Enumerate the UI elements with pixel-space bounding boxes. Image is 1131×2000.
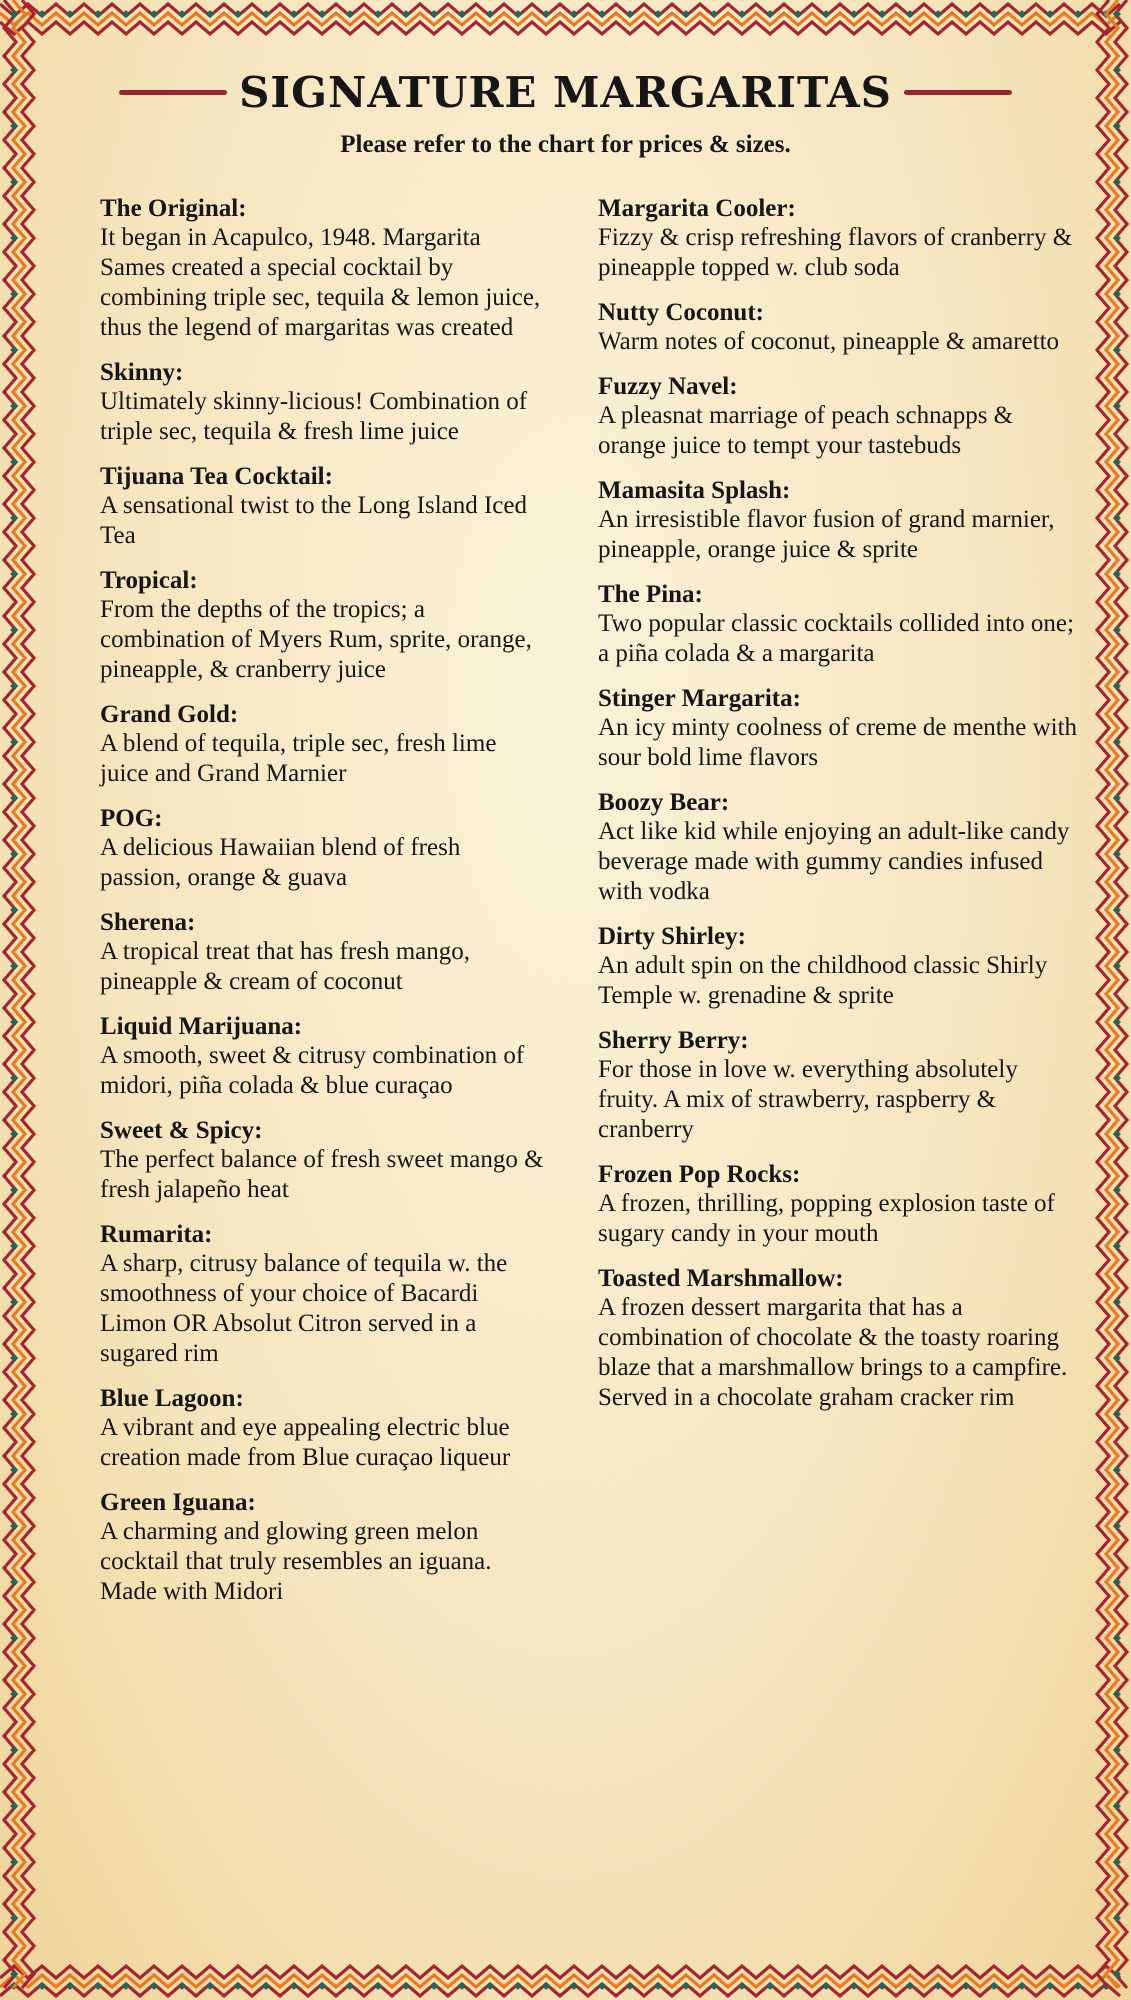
menu-item-name: Sherena:	[100, 909, 196, 936]
menu-item-description: A frozen dessert margarita that has a combination of chocolate & the toasty roaring blaze that a marshmallow brings to a campfire. Served in a chocolate graham cracker rim	[598, 1294, 1068, 1411]
menu-item-description: Act like kid while enjoying an adult-like candy beverage made with gummy candies infused with vodka	[598, 818, 1070, 905]
menu-item-name: Green Iguana:	[100, 1489, 256, 1516]
menu-item	[598, 684, 1078, 773]
menu-item	[100, 194, 545, 343]
menu-item	[598, 580, 1078, 669]
menu-item-description: A delicious Hawaiian blend of fresh passion, orange & guava	[100, 834, 461, 891]
menu-item-description: A sharp, citrusy balance of tequila w. the smoothness of your choice of Bacardi Limon OR Absolut Citron served in a sugared rim	[100, 1250, 508, 1367]
menu-item-description: An adult spin on the childhood classic Shirly Temple w. grenadine & sprite	[598, 952, 1048, 1009]
menu-item-description: A pleasnat marriage of peach schnapps & orange juice to tempt your tastebuds	[598, 402, 1014, 459]
menu-item-name: Nutty Coconut:	[598, 299, 764, 326]
menu-item-name: Frozen Pop Rocks:	[598, 1161, 801, 1188]
menu-item-description: Ultimately skinny-licious! Combination of triple sec, tequila & fresh lime juice	[100, 388, 528, 445]
menu-item	[100, 700, 545, 789]
menu-item-description: The perfect balance of fresh sweet mango & fresh jalapeño heat	[100, 1146, 544, 1203]
menu-item	[598, 194, 1078, 283]
menu-item-name: Liquid Marijuana:	[100, 1013, 303, 1040]
menu-item-name: Grand Gold:	[100, 701, 239, 728]
menu-item-description: For those in love w. everything absolutely fruity. A mix of strawberry, raspberry & cranberry	[598, 1056, 1018, 1143]
menu-item-name: Skinny:	[100, 359, 184, 386]
menu-item-description: A smooth, sweet & citrusy combination of midori, piña colada & blue curaçao	[100, 1042, 525, 1099]
menu-item-name: Rumarita:	[100, 1221, 213, 1248]
page-subtitle: Please refer to the chart for prices & sizes.	[340, 131, 791, 158]
menu-item-name: Fuzzy Navel:	[598, 373, 738, 400]
menu-item-description: From the depths of the tropics; a combination of Myers Rum, sprite, orange, pineapple, & cranberry juice	[100, 596, 532, 683]
menu-item-description: An irresistible flavor fusion of grand marnier, pineapple, orange juice & sprite	[598, 506, 1055, 563]
page-title: SIGNATURE MARGARITAS	[239, 67, 892, 117]
menu-item	[598, 788, 1078, 907]
menu-item	[598, 1264, 1078, 1413]
menu-item-description: Warm notes of coconut, pineapple & amaretto	[598, 328, 1060, 355]
menu-item	[100, 804, 545, 893]
right-column	[598, 194, 1078, 1428]
menu-item-name: Blue Lagoon:	[100, 1385, 244, 1412]
menu-item	[598, 476, 1078, 565]
left-column	[100, 194, 545, 1622]
menu-item-name: POG:	[100, 805, 163, 832]
menu-item-name: Margarita Cooler:	[598, 195, 796, 222]
menu-item	[598, 372, 1078, 461]
menu-item-description: Two popular classic cocktails collided into one; a piña colada & a margarita	[598, 610, 1074, 667]
menu-item	[100, 566, 545, 685]
menu-item	[100, 908, 545, 997]
menu-item	[598, 298, 1078, 357]
menu-item-name: Tropical:	[100, 567, 198, 594]
menu-item-description: A frozen, thrilling, popping explosion taste of sugary candy in your mouth	[598, 1190, 1055, 1247]
menu-item-name: Boozy Bear:	[598, 789, 730, 816]
menu-item	[100, 1012, 545, 1101]
menu-item-name: Mamasita Splash:	[598, 477, 791, 504]
title-rule-right	[904, 90, 1012, 95]
menu-item-description: Fizzy & crisp refreshing flavors of cranberry & pineapple topped w. club soda	[598, 224, 1073, 281]
menu-item-name: The Original:	[100, 195, 247, 222]
menu-item	[100, 358, 545, 447]
menu-item	[100, 1116, 545, 1205]
menu-item-name: Tijuana Tea Cocktail:	[100, 463, 333, 490]
menu-item-name: The Pina:	[598, 581, 703, 608]
menu-item-description: A charming and glowing green melon cocktail that truly resembles an iguana. Made with Midori	[100, 1518, 492, 1605]
menu-item-name: Sweet & Spicy:	[100, 1117, 263, 1144]
menu-item	[100, 1220, 545, 1369]
menu-item	[598, 1026, 1078, 1145]
menu-item-description: A blend of tequila, triple sec, fresh lime juice and Grand Marnier	[100, 730, 497, 787]
menu-item	[598, 922, 1078, 1011]
menu-item-name: Stinger Margarita:	[598, 685, 801, 712]
menu-item-description: A vibrant and eye appealing electric blue creation made from Blue curaçao liqueur	[100, 1414, 511, 1471]
menu-item	[100, 1384, 545, 1473]
menu-item-description: A tropical treat that has fresh mango, pineapple & cream of coconut	[100, 938, 471, 995]
menu-item-description: It began in Acapulco, 1948. Margarita Sames created a special cocktail by combining triple sec, tequila & lemon juice, thus the legend of margaritas was created	[100, 224, 541, 341]
menu-item-description: A sensational twist to the Long Island Iced Tea	[100, 492, 528, 549]
menu-item-name: Toasted Marshmallow:	[598, 1265, 844, 1292]
menu-item	[100, 462, 545, 551]
title-row	[0, 62, 1131, 122]
menu-item-name: Dirty Shirley:	[598, 923, 746, 950]
menu-item-description: An icy minty coolness of creme de menthe with sour bold lime flavors	[598, 714, 1078, 771]
menu-item	[598, 1160, 1078, 1249]
title-rule-left	[119, 90, 227, 95]
menu-item	[100, 1488, 545, 1607]
menu-item-name: Sherry Berry:	[598, 1027, 749, 1054]
